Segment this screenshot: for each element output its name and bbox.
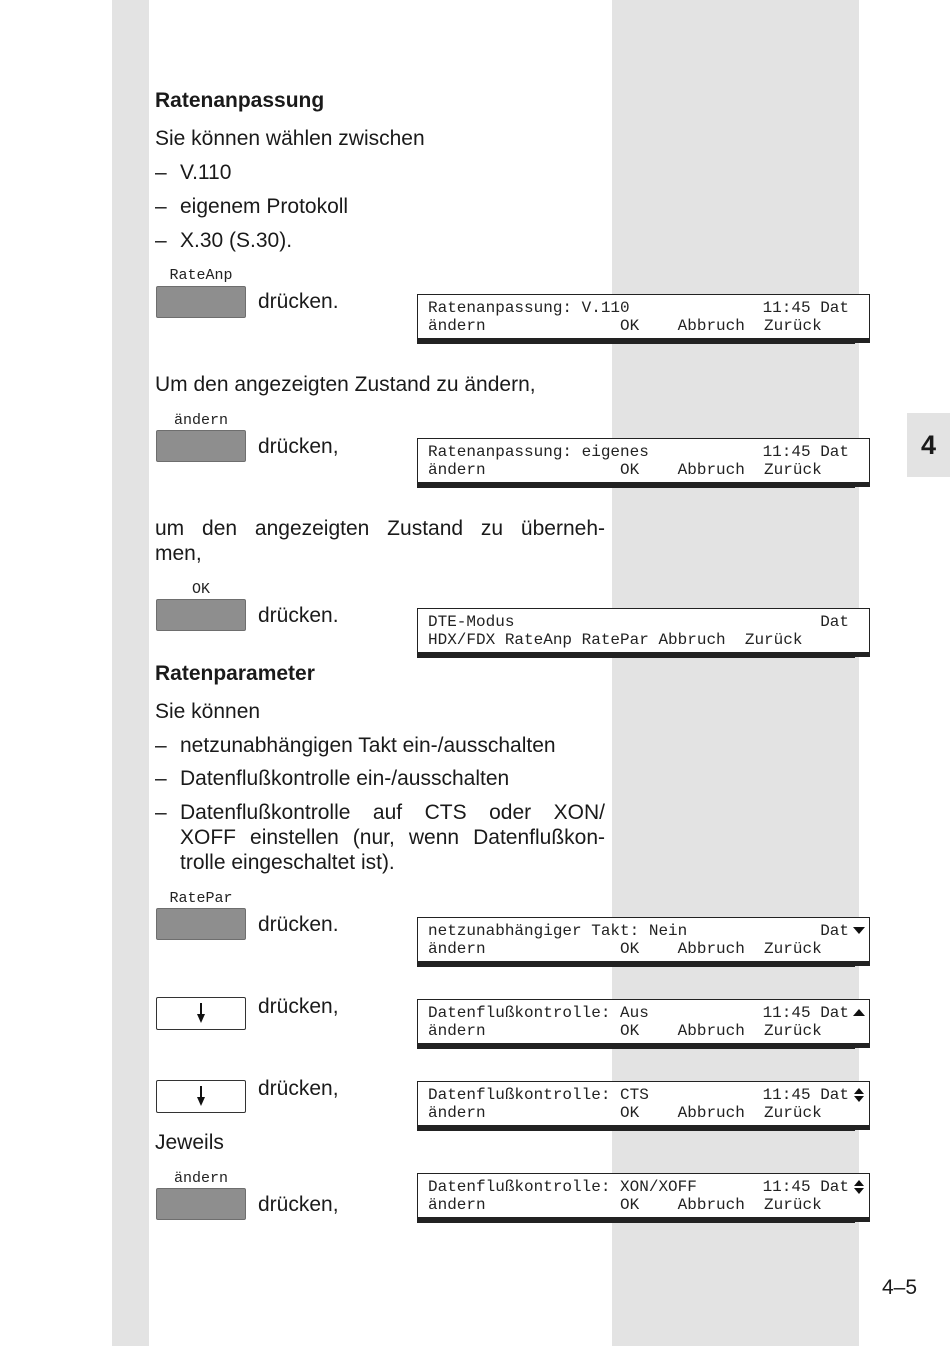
display-status: 11:45 Dat bbox=[762, 1178, 849, 1196]
list-item-continued: trolle eingeschaltet ist). bbox=[180, 851, 395, 874]
display-line-2: HDX/FDX RateAnp RatePar Abbruch Zurück bbox=[428, 631, 803, 649]
instruction-text: men, bbox=[155, 542, 202, 565]
display-line-2: ändern OK Abbruch Zurück bbox=[428, 940, 822, 958]
list-dash: – bbox=[155, 195, 167, 218]
step-action: drücken. bbox=[258, 604, 339, 627]
list-item: Datenflußkontrolle ein-/ausschalten bbox=[180, 767, 510, 790]
list-item-continued: XOFF einstellen (nur, wenn Datenflußkon- bbox=[180, 826, 605, 849]
display-status: 11:45 Dat bbox=[762, 299, 849, 317]
scroll-down-indicator-icon bbox=[853, 924, 865, 938]
rateanp-key[interactable] bbox=[156, 286, 246, 318]
step-action: drücken, bbox=[258, 1077, 339, 1100]
step-action: drücken. bbox=[258, 913, 339, 936]
scroll-updown-indicator-icon bbox=[853, 1088, 865, 1102]
aendern-key[interactable] bbox=[156, 430, 246, 462]
display-status: 11:45 Dat bbox=[762, 1086, 849, 1104]
softkey-label-aendern: ändern bbox=[173, 1170, 228, 1187]
list-dash: – bbox=[155, 734, 167, 757]
display-line-2: ändern OK Abbruch Zurück bbox=[428, 1104, 822, 1122]
list-dash: – bbox=[155, 801, 167, 824]
section-heading-ratenanpassung: Ratenanpassung bbox=[155, 89, 325, 112]
ratepar-key[interactable] bbox=[156, 908, 246, 940]
display-line-2: ändern OK Abbruch Zurück bbox=[428, 1022, 822, 1040]
list-item: netzunabhängigen Takt ein-/ausschalten bbox=[180, 734, 556, 757]
lcd-display bbox=[417, 438, 870, 483]
instruction-text: Um den angezeigten Zustand zu ändern, bbox=[155, 373, 536, 396]
lcd-display bbox=[417, 999, 870, 1044]
instruction-text: Jeweils bbox=[155, 1131, 224, 1154]
list-item: V.110 bbox=[180, 161, 232, 184]
right-margin-band bbox=[612, 0, 859, 1346]
display-line-1: netzunabhängiger Takt: Nein bbox=[428, 922, 688, 940]
display-status: 11:45 Dat bbox=[762, 443, 849, 461]
display-line-1: Datenflußkontrolle: Aus bbox=[428, 1004, 649, 1022]
step-action: drücken. bbox=[258, 290, 339, 313]
display-status: Dat bbox=[820, 613, 849, 631]
softkey-label-aendern: ändern bbox=[173, 412, 228, 429]
lcd-display bbox=[417, 1081, 870, 1126]
softkey-label-rateanp: RateAnp bbox=[169, 267, 233, 284]
list-item: eigenem Protokoll bbox=[180, 195, 349, 218]
list-item: X.30 (S.30). bbox=[180, 229, 293, 252]
lcd-display bbox=[417, 608, 870, 653]
display-status: 11:45 Dat bbox=[762, 1004, 849, 1022]
section-intro: Sie können wählen zwischen bbox=[155, 127, 425, 150]
display-line-2: ändern OK Abbruch Zurück bbox=[428, 1196, 822, 1214]
lcd-display bbox=[417, 917, 870, 962]
display-line-1: Datenflußkontrolle: CTS bbox=[428, 1086, 649, 1104]
instruction-text: um den angezeigten Zustand zu überneh- bbox=[155, 517, 605, 540]
softkey-label-ratepar: RatePar bbox=[169, 890, 233, 907]
scroll-up-indicator-icon bbox=[853, 1006, 865, 1020]
scroll-updown-indicator-icon bbox=[853, 1180, 865, 1194]
ok-key[interactable] bbox=[156, 599, 246, 631]
section-heading-ratenparameter: Ratenparameter bbox=[155, 662, 315, 685]
list-dash: – bbox=[155, 767, 167, 790]
display-status: Dat bbox=[820, 922, 849, 940]
step-action: drücken, bbox=[258, 1193, 339, 1216]
step-action: drücken, bbox=[258, 435, 339, 458]
cursor-down-key[interactable] bbox=[156, 997, 246, 1030]
display-line-1: Ratenanpassung: eigenes bbox=[428, 443, 649, 461]
left-margin-band bbox=[112, 0, 149, 1346]
aendern-key[interactable] bbox=[156, 1188, 246, 1220]
lcd-display bbox=[417, 1173, 870, 1218]
display-line-2: ändern OK Abbruch Zurück bbox=[428, 317, 822, 335]
chapter-tab: 4 bbox=[907, 413, 950, 477]
display-line-2: ändern OK Abbruch Zurück bbox=[428, 461, 822, 479]
lcd-display bbox=[417, 294, 870, 339]
arrow-down-icon bbox=[197, 1003, 205, 1023]
display-line-1: Datenflußkontrolle: XON/XOFF bbox=[428, 1178, 697, 1196]
display-line-1: DTE-Modus bbox=[428, 613, 515, 631]
arrow-down-icon bbox=[197, 1086, 205, 1106]
cursor-down-key[interactable] bbox=[156, 1080, 246, 1113]
step-action: drücken, bbox=[258, 995, 339, 1018]
page-number: 4–5 bbox=[882, 1276, 918, 1299]
softkey-label-ok: OK bbox=[191, 581, 210, 598]
list-dash: – bbox=[155, 229, 167, 252]
display-line-1: Ratenanpassung: V.110 bbox=[428, 299, 630, 317]
section-intro: Sie können bbox=[155, 700, 261, 723]
list-item: Datenflußkontrolle auf CTS oder XON/ bbox=[180, 801, 605, 824]
list-dash: – bbox=[155, 161, 167, 184]
